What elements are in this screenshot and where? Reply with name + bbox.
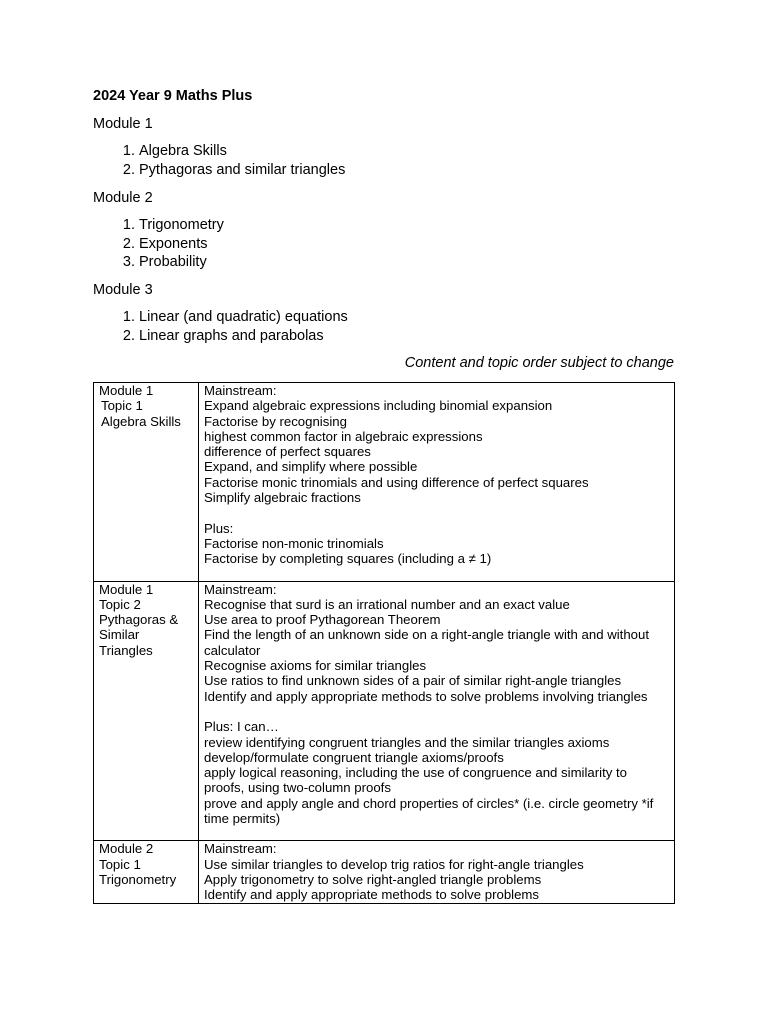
spacer [204, 505, 670, 520]
table-row [94, 841, 675, 903]
outcome-line: review identifying congruent triangles and the similar triangles axioms [204, 734, 610, 750]
row-label-line: Similar [99, 627, 140, 643]
row-label-line: Triangles [99, 642, 153, 658]
row-label-cell [94, 383, 199, 582]
row-content-cell [199, 841, 675, 903]
outcome-line: Find the length of an unknown side on a right-angle triangle with and without calculator [204, 627, 650, 658]
outcome-line: Use similar triangles to develop trig ratios for right-angle triangles [204, 856, 584, 872]
mainstream-heading: Mainstream: [204, 841, 277, 857]
module-1-heading: Module 1 [93, 116, 153, 132]
module-2-heading: Module 2 [93, 190, 153, 206]
disclaimer-note: Content and topic order subject to change [404, 355, 674, 371]
list-item: 2. Linear graphs and parabolas [139, 327, 348, 346]
outcome-line: Use ratios to find unknown sides of a pair of similar right-angle triangles [204, 673, 622, 689]
list-item: 3. Probability [139, 253, 224, 272]
list-item: 1. Linear (and quadratic) equations [139, 308, 348, 327]
plus-heading: Plus: [204, 520, 234, 536]
plus-heading: Plus: I can… [204, 719, 279, 735]
module-1-topic-list [93, 142, 345, 179]
row-label-line: Topic 2 [99, 596, 141, 612]
outcome-line: Factorise by recognising [204, 413, 347, 429]
list-item: 2. Exponents [139, 235, 224, 254]
outcome-line: Factorise by completing squares (including a ≠ 1) [204, 551, 492, 567]
outcome-line: Expand, and simplify where possible [204, 459, 418, 475]
document-title: 2024 Year 9 Maths Plus [93, 88, 253, 104]
table-row [94, 581, 675, 841]
row-label-line: Module 1 [99, 383, 154, 398]
outcome-line: Expand algebraic expressions including binomial expansion [204, 398, 553, 414]
outcome-line: Recognise that surd is an irrational number and an exact value [204, 596, 570, 612]
row-content-cell [199, 581, 675, 841]
row-label-line: Algebra Skills [101, 413, 181, 429]
module-3-topic-list [93, 308, 348, 345]
mainstream-heading: Mainstream: [204, 383, 277, 398]
outcome-line: Simplify algebraic fractions [204, 490, 361, 506]
list-item: 1. Trigonometry [139, 216, 224, 235]
row-label-line: Topic 1 [101, 398, 143, 414]
row-label-line: Module 1 [99, 581, 154, 597]
outcome-line: develop/formulate congruent triangle axioms/proofs [204, 749, 504, 765]
row-label-line: Topic 1 [99, 856, 141, 872]
outcome-line: Identify and apply appropriate methods to solve problems [204, 887, 540, 903]
list-item: 2. Pythagoras and similar triangles [139, 161, 345, 180]
row-label-line: Module 2 [99, 841, 154, 857]
row-label-cell [94, 841, 199, 903]
spacer [204, 704, 670, 719]
outcome-line: Apply trigonometry to solve right-angled triangle problems [204, 871, 542, 887]
outcome-line: Factorise non-monic trinomials [204, 535, 384, 551]
row-label-line: Trigonometry [99, 871, 177, 887]
module-3-heading: Module 3 [93, 282, 153, 298]
outcome-line: highest common factor in algebraic expressions [204, 428, 483, 444]
table-row [94, 383, 675, 582]
outcome-line: Recognise axioms for similar triangles [204, 658, 427, 674]
row-label-line: Pythagoras & [99, 612, 179, 628]
outcome-line: difference of perfect squares [204, 444, 371, 460]
row-label-cell [94, 581, 199, 841]
row-content-cell [199, 383, 675, 582]
curriculum-table [93, 382, 675, 904]
list-item: 1. Algebra Skills [139, 142, 345, 161]
outcome-line: apply logical reasoning, including the use of congruence and similarity to proofs, using two-column proofs [204, 765, 627, 796]
module-2-topic-list [93, 216, 224, 272]
outcome-line: prove and apply angle and chord properties of circles* (i.e. circle geometry *if time permits) [204, 795, 654, 827]
outcome-line: Factorise monic trinomials and using difference of perfect squares [204, 474, 589, 490]
mainstream-heading: Mainstream: [204, 581, 277, 597]
outcome-line: Use area to proof Pythagorean Theorem [204, 612, 441, 628]
outcome-line: Identify and apply appropriate methods to solve problems involving triangles [204, 688, 648, 704]
